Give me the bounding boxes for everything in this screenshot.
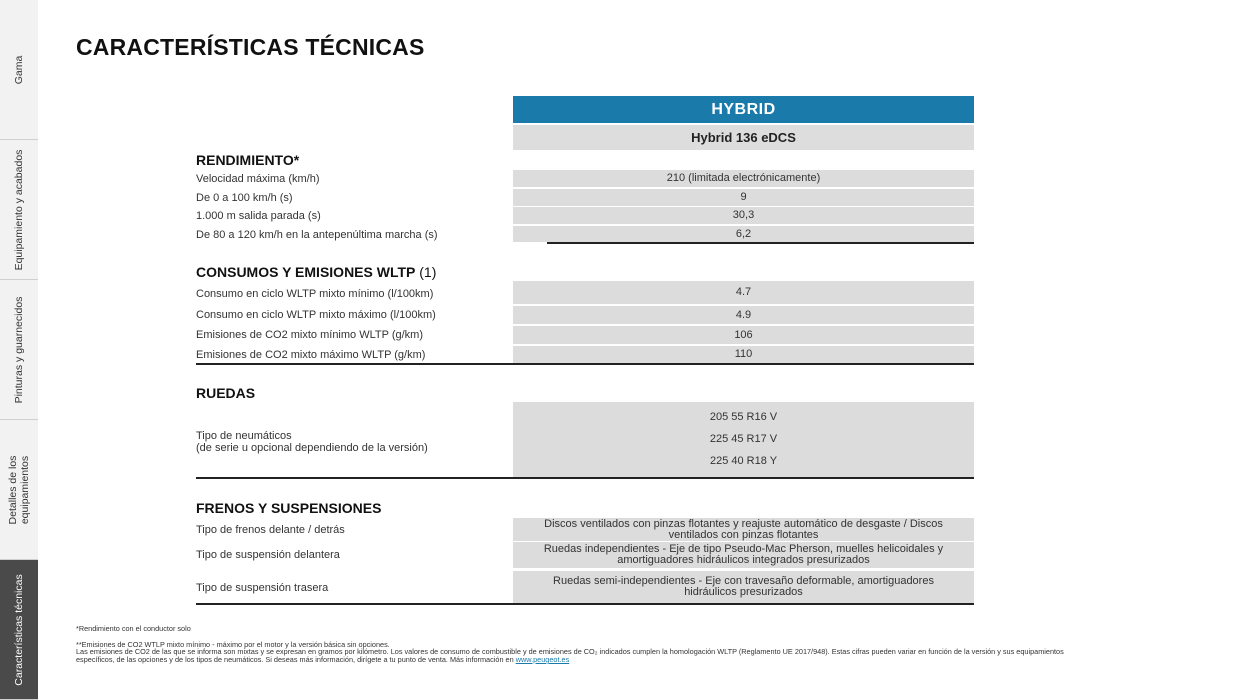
sidebar-nav [0,0,38,700]
spec-value-line: hidráulicos presurizados [684,586,803,598]
section-title-rendimiento: RENDIMIENTO* [196,152,300,168]
spec-label-line: (de serie u opcional dependiendo de la versión) [196,442,428,454]
tyre-values [513,402,974,477]
sidebar-tab-caracteristicas[interactable] [0,560,38,700]
section-title-frenos: FRENOS Y SUSPENSIONES [196,500,382,516]
section-divider [196,477,974,479]
spec-value: 6,2 [513,226,974,242]
spec-label-line: Tipo de neumáticos [196,430,292,442]
footnote-text: específicos, de las opciones y de los tipos de neumáticos. Si deseas más información, dirígete a tu punto de venta. Más información en [76,655,516,664]
spec-label: Tipo de frenos delante / detrás [196,524,345,536]
spec-value-line: Ruedas independientes - Eje de tipo Pseudo-Mac Pherson, muelles helicoidales y [543,543,944,555]
spec-value-line: amortiguadores hidráulicos integrados presurizados [617,554,870,566]
spec-value: 30,3 [513,207,974,224]
spec-label: Emisiones de CO2 mixto mínimo WLTP (g/km) [196,329,423,341]
spec-value [513,542,974,568]
sidebar-tab-pinturas[interactable] [0,280,38,420]
sidebar-tab-label: Gama [13,55,25,84]
spec-label: Consumo en ciclo WLTP mixto mínimo (l/100km) [196,288,434,300]
spec-value-line: Discos ventilados con pinzas flotantes y reajuste automático de desgaste / Discos [544,517,943,530]
section-title-note: (1) [415,264,437,280]
section-title-consumos [196,264,436,280]
section-title-text: CONSUMOS Y EMISIONES WLTP [196,264,416,280]
sidebar-tab-label: Pinturas y guarnecidos [13,296,25,403]
spec-value: 106 [513,326,974,344]
footnote: *Rendimiento con el conductor solo [76,624,191,633]
spec-label: Emisiones de CO2 mixto máximo WLTP (g/km) [196,349,426,361]
spec-value: 4.9 [513,306,974,324]
spec-value: 9 [513,189,974,206]
sidebar-tab-detalles[interactable] [0,420,38,560]
spec-value: 110 [513,346,974,363]
footnote: Las emisiones de CO2 de las que se informa son mixtas y se expresan en gramos por kilómetro. Los valores de consumo de combustible y de emisiones de CO₂ indicados cumplen la homologación WLTP (Reglamento UE 2017/948). Estas cifras pueden variar en función de la versión y sus equipamientos [76,647,1064,656]
sidebar-tab-equipamiento[interactable] [0,140,38,280]
section-divider [196,363,974,365]
spec-value: 210 (limitada electrónicamente) [513,170,974,187]
spec-value [513,571,974,603]
sidebar-tab-label: Características técnicas [13,573,25,686]
spec-value: 4.7 [513,281,974,304]
tyre-value: 225 45 R17 V [709,432,778,445]
section-title-ruedas: RUEDAS [196,385,256,401]
section-divider [547,242,974,244]
tyre-value: 225 40 R18 Y [709,455,778,468]
peugeot-link[interactable]: www.peugeot.es [515,655,570,664]
spec-label: De 80 a 120 km/h en la antepenúltima marcha (s) [196,229,438,241]
sidebar-tab-label: Detalles de los equipamientos [7,455,31,524]
spec-value [513,518,974,541]
spec-label: Consumo en ciclo WLTP mixto máximo (l/100km) [196,309,436,321]
section-divider [196,603,974,605]
spec-label: 1.000 m salida parada (s) [196,210,321,222]
spec-label: De 0 a 100 km/h (s) [196,192,293,204]
footnote [76,656,569,665]
spec-label: Tipo de suspensión delantera [196,549,340,561]
tyre-value: 205 55 R16 V [709,410,778,423]
column-header: HYBRID [513,96,974,123]
sidebar-tab-gama[interactable] [0,0,38,140]
version-header: Hybrid 136 eDCS [513,125,974,150]
sidebar-tab-label: Equipamiento y acabados [13,149,25,270]
spec-label: Velocidad máxima (km/h) [196,173,320,185]
spec-value-line: Ruedas semi-independientes - Eje con travesaño deformable, amortiguadores [553,575,934,587]
spec-label [196,430,428,454]
spec-label: Tipo de suspensión trasera [196,582,329,594]
footnote: **Emisiones de CO2 WTLP mixto mínimo - máximo por el motor y la versión básica sin opciones. [76,640,390,649]
page-title: CARACTERÍSTICAS TÉCNICAS [76,34,425,60]
spec-value-line: ventilados con pinzas flotantes [668,528,819,541]
